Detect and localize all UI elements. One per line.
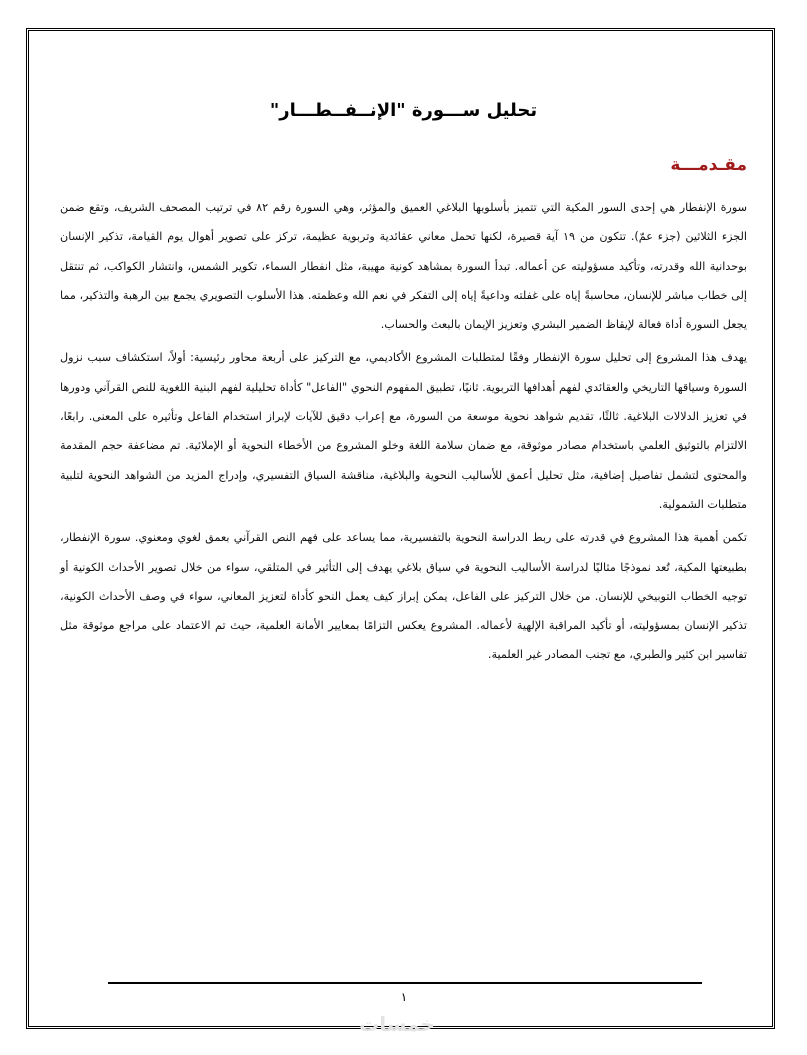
watermark-logo: خمسات	[359, 1012, 435, 1036]
section-heading-introduction: مقـدمـــة	[670, 155, 747, 175]
page-number: ١	[400, 990, 408, 1004]
paragraph-2: يهدف هذا المشروع إلى تحليل سورة الإنفطار وفقًا لمتطلبات المشروع الأكاديمي، مع التركيز على أربعة محاور رئيسية: أولاً، استكشاف سبب نزول السورة وسياقها التاريخي والعقائدي لفهم أهدافها التربوية. ثانيًا، تطبيق المفهوم النحوي "الفاعل" كأداة تحليلية لفهم البنية اللغوية للنص القرآني ودورها في تعزيز الدلالات البلاغية. ثالثًا، تقديم شواهد نحوية موسعة من السورة، مع إعراب دقيق للآيات لإبراز استخدام الفاعل وتأثيره على المعنى. رابعًا، الالتزام بالتوثيق العلمي باستخدام مصادر موثوقة، مع ضمان سلامة اللغة وخلو المشروع من الأخطاء النحوية أو الإملائية. تم مضاعفة حجم المقدمة والمحتوى لتشمل تفاصيل إضافية، مثل تحليل أعمق للأساليب النحوية والبلاغية، مناقشة السياق التفسيري، وإدراج المزيد من الشواهد النحوية لتلبية متطلبات الشمولية.	[60, 351, 747, 511]
document-title: تحليل ســـورة "الإنــفــطـــار"	[269, 100, 538, 121]
paragraph-1: سورة الإنفطار هي إحدى السور المكية التي تتميز بأسلوبها البلاغي العميق والمؤثر، وهي السورة رقم ٨٢ في ترتيب المصحف الشريف، وتقع ضمن الجزء الثلاثين (جزء عمّ). تتكون من ١٩ آية قصيرة، لكنها تحمل معاني عقائدية وتربوية عظيمة، تركز على تصوير أهوال يوم القيامة، تذكير الإنسان بوحدانية الله وقدرته، وتأكيد مسؤوليته عن أعماله. تبدأ السورة بمشاهد كونية مهيبة، مثل انفطار السماء، تكوير الشمس، وانتشار الكواكب، ثم تنتقل إلى خطاب مباشر للإنسان، محاسبةً إياه على غفلته وداعيةً إياه إلى التفكر في نعم الله وعظمته. هذا الأسلوب التصويري يجمع بين الرهبة والتذكير، مما يجعل السورة أداة فعالة لإيقاظ الضمير البشري وتعزيز الإيمان بالبعث والحساب.	[60, 201, 747, 332]
paragraph-3: تكمن أهمية هذا المشروع في قدرته على ربط الدراسة النحوية بالتفسيرية، مما يساعد على فهم النص القرآني بعمق لغوي ومعنوي. سورة الإنفطار، بطبيعتها المكية، تُعد نموذجًا مثاليًا لدراسة الأساليب النحوية في سياق بلاغي يهدف إلى التأثير في المتلقي، سواء من خلال تصوير الأحداث الكونية أو توجيه الخطاب التوبيخي للإنسان. من خلال التركيز على الفاعل، يمكن إبراز كيف يعمل النحو كأداة لتعزيز المعاني، سواء في وصف الأحداث الكونية، تذكير الإنسان بمسؤوليته، أو تأكيد المراقبة الإلهية لأعماله. المشروع يعكس التزامًا بمعايير الأمانة العلمية، حيث تم الاعتماد على مراجع موثوقة مثل تفاسير ابن كثير والطبري، مع تجنب المصادر غير العلمية.	[60, 531, 747, 662]
document-page	[60, 80, 747, 674]
footer-divider	[108, 982, 702, 984]
